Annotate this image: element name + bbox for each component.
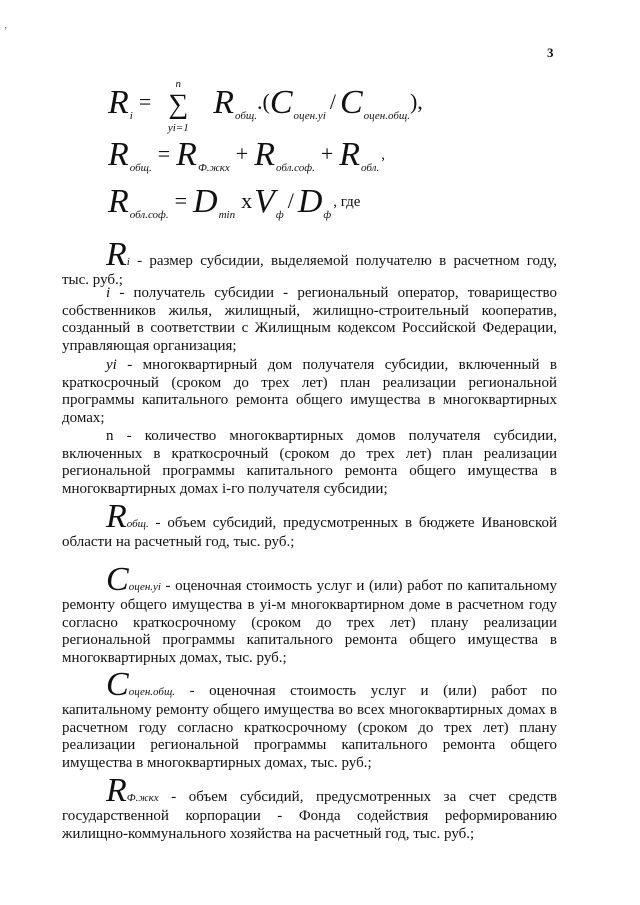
- definition-c-total: [62, 668, 557, 772]
- summation: [161, 78, 195, 134]
- corner-mark: ‚: [4, 20, 8, 31]
- formula-subscript: общ.: [235, 110, 257, 122]
- formula-subscript: ф: [275, 209, 284, 221]
- definition-symbol: R: [106, 236, 127, 273]
- definition-symbol-subscript: общ.: [126, 518, 149, 530]
- definition-text: - многоквартирный дом получателя субсидии, включенный в краткосрочный (сроком до трех лет) план реализации региональной программы капитального ремонта общего имущества в многоквартирных домах;: [62, 357, 557, 426]
- definition-n: [62, 428, 557, 498]
- formula-symbol: V: [254, 183, 275, 220]
- summation-upper-limit: n: [175, 78, 182, 90]
- formula-symbol: R: [339, 136, 361, 173]
- definition-symbol: C: [106, 666, 129, 703]
- summation-sign: ∑: [168, 89, 189, 120]
- formula-total-subsidy: [108, 138, 385, 174]
- definition-r-fund: [62, 774, 557, 843]
- formula-parenthesis: ),: [409, 89, 423, 114]
- formula-equals: =: [174, 188, 188, 213]
- formula-symbol: R: [213, 84, 235, 121]
- formula-subscript: оцен.yi: [293, 110, 326, 122]
- definition-symbol-subscript: Ф.жкх: [126, 792, 159, 804]
- formula-subscript: ф: [323, 209, 332, 221]
- formula-subscript: обл.соф.: [276, 162, 315, 174]
- definition-symbol: C: [106, 561, 129, 598]
- definition-text: - размер субсидии, выделяемой получателю в расчетном году, тыс. руб.;: [62, 253, 557, 288]
- formula-symbol: D: [193, 183, 218, 220]
- definition-r-total: [62, 500, 557, 552]
- formula-subscript: i: [129, 110, 133, 122]
- definition-text: - объем субсидий, предусмотренных за счет средств государственной корпорации - Фонда содействия реформированию жилищно-коммунального хозяйства на расчетный год, тыс. руб.;: [62, 789, 557, 842]
- definition-text: - объем субсидий, предусмотренных в бюджете Ивановской области на расчетный год, тыс. руб.;: [62, 515, 557, 550]
- definition-text: - получатель субсидии - региональный оператор, товарищество собственников жилья, жилищный, жилищно-строительный кооператив, созданный в соответствии с Жилищным кодексом Российской Федерации, управляющая организация;: [62, 285, 557, 354]
- definition-c-yi: [62, 563, 557, 667]
- formula-symbol: R: [176, 136, 197, 173]
- definition-symbol: R: [106, 772, 127, 809]
- formula-division: /: [329, 89, 336, 114]
- definition-text: - количество многоквартирных домов получателя субсидии, включенных в краткосрочный (сроком до трех лет) план реализации региональной программы капитального ремонта общего имущества в многоквартирных домах i-го получателя субсидии;: [62, 428, 557, 497]
- formula-multiply: x: [241, 188, 253, 213]
- formula-subscript: обл.соф.: [129, 209, 169, 221]
- formula-subsidy-size: [108, 78, 423, 134]
- definition-text: - оценочная стоимость услуг и (или) работ по капитальному ремонту общего имущества во всех многоквартирных домах в расчетном году согласно краткосрочному (сроком до трех лет) плану реализации региональной программы капитального ремонта общего имущества в многоквартирных домах, тыс. руб.;: [62, 683, 557, 771]
- formula-equals: =: [157, 141, 171, 166]
- formula-plus: +: [320, 141, 334, 166]
- formula-symbol: C: [269, 84, 293, 121]
- page-number: 3: [547, 45, 554, 60]
- definition-r-i: [62, 238, 557, 290]
- formula-regional-cofinancing: [108, 185, 360, 221]
- definition-yi: [62, 357, 557, 427]
- formula-trailing-text: , где: [333, 194, 361, 210]
- definition-text: - оценочная стоимость услуг и (или) работ по капитальному ремонту общего имущества в yi-м многоквартирном доме в расчетном году согласно краткосрочному (сроком до трех лет) плану реализации региональной программы капитального ремонта общего имущества в многоквартирных домах, тыс. руб.;: [62, 578, 557, 666]
- definition-symbol: R: [106, 498, 127, 535]
- definition-symbol: yi: [106, 357, 117, 373]
- formula-symbol: R: [108, 183, 129, 220]
- formula-subscript: Ф.жкх: [197, 162, 230, 174]
- formula-division: /: [287, 188, 294, 213]
- definition-symbol-subscript: оцен.yi: [128, 581, 161, 593]
- formula-parenthesis: .(: [257, 89, 270, 114]
- formula-subscript: min: [218, 209, 236, 221]
- formula-symbol: R: [108, 84, 129, 121]
- formula-subscript: обл.: [361, 162, 380, 174]
- definition-symbol-subscript: оцен.общ.: [128, 686, 175, 698]
- formula-symbol: R: [254, 136, 275, 173]
- formula-subscript: оцен.общ.: [363, 110, 410, 122]
- formula-trailing-text: ,: [381, 147, 385, 163]
- formula-symbol: R: [108, 136, 129, 173]
- definition-symbol: i: [106, 285, 111, 301]
- definition-symbol: n: [106, 428, 114, 444]
- formula-symbol: D: [297, 183, 323, 220]
- definition-symbol-subscript: i: [126, 256, 130, 268]
- formula-equals: =: [138, 89, 152, 114]
- formula-symbol: C: [339, 84, 363, 121]
- definition-i: [62, 285, 557, 355]
- summation-lower-limit: yi=1: [167, 122, 189, 134]
- formula-plus: +: [235, 141, 249, 166]
- formula-subscript: общ.: [129, 162, 152, 174]
